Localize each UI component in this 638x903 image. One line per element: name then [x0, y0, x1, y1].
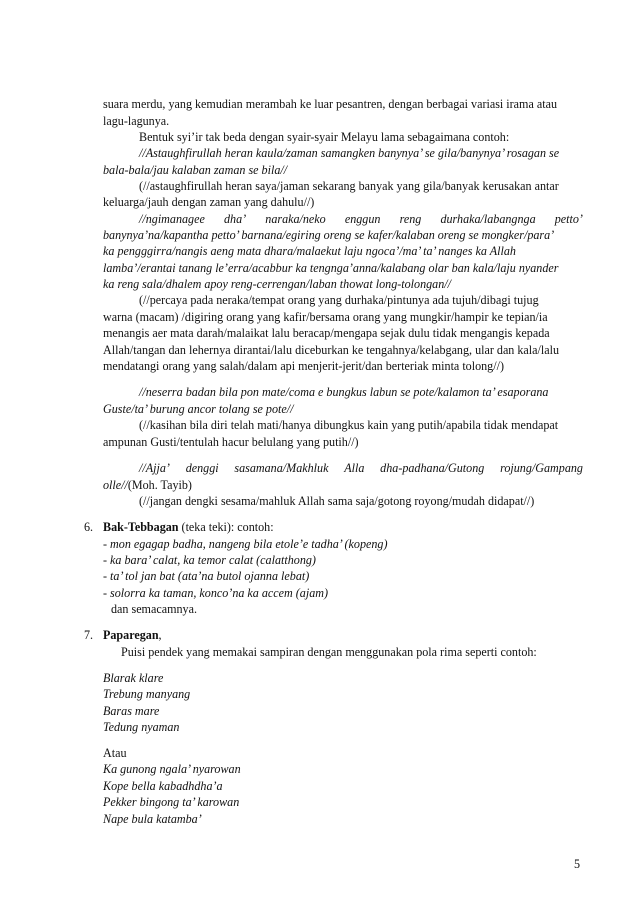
poem4-madura-first-line: //Ajja’ denggi sasamana/Makhluk Alla dha-padhana/Gutong rojung/Gampang — [139, 461, 583, 475]
section7-number: 7. — [84, 628, 94, 642]
poem2-indo-5: mendatangi orang yang salah/dalam api menjerit-jerit/dan berteriak minta tolong//) — [103, 359, 504, 373]
poem3-madura-1: //neserra badan bila pon mate/coma e bungkus labun se pote/kalamon ta’ esaporana — [139, 385, 549, 399]
section6-title: Bak-Tebbagan — [103, 520, 179, 534]
poem3-indo-2: ampunan Gusti/tentulah hacur belulang yang putih//) — [103, 435, 359, 449]
poem2-madura-2: banynya’na/kapantha petto’ barnana/egiring oreng se kafer/kalaban oreng se mongker/para’ — [103, 228, 555, 242]
poem2-indo-1: (//percaya pada neraka/tempat orang yang durhaka/pintunya ada tujuh/dibagi tujug — [139, 293, 539, 307]
section6-closing: dan semacamnya. — [111, 602, 197, 616]
example1-line: Baras mare — [103, 704, 160, 718]
example2-line: Kope bella kabadhdha’a — [103, 779, 223, 793]
section7-heading: Paparegan, — [103, 628, 162, 642]
poem3-indo-1: (//kasihan bila diri telah mati/hanya dibungkus kain yang putih/apabila tidak mendapat — [139, 418, 559, 432]
example1-line: Blarak klare — [103, 671, 164, 685]
intro-line-1: suara merdu, yang kemudian merambah ke luar pesantren, dengan berbagai variasi irama atau — [103, 97, 557, 111]
poem1-indo-1: (//astaughfirullah heran saya/jaman sekarang banyak yang gila/banyak kerusakan antar — [139, 179, 559, 193]
page-number: 5 — [574, 857, 581, 871]
poem2-madura-3: ka pengggirra/nangis aeng mata dhara/malaekut laju ngoca’/ma’ ta’ nanges ka Allah — [103, 244, 516, 258]
poem2-madura-4: lamba’/erantai tanang le’erra/acabbur ka tengnga’anna/kalabang olar ban kala/laju nyander — [103, 261, 559, 275]
example2-line: Ka gunong ngala’ nyarowan — [103, 762, 241, 776]
example2-line: Pekker bingong ta’ karowan — [103, 795, 240, 809]
section6-item: - solorra ka taman, konco’na ka accem (ajam) — [103, 586, 329, 600]
section7-title: Paparegan — [103, 628, 159, 642]
poem1-indo-2: keluarga/jauh dengan zaman yang dahulu//) — [103, 195, 315, 209]
intro-line-3: Bentuk syi’ir tak beda dengan syair-syair Melayu lama sebagaimana contoh: — [139, 130, 510, 144]
section6-heading: Bak-Tebbagan (teka teki): contoh: — [103, 520, 274, 534]
section7-description: Puisi pendek yang memakai sampiran dengan menggunakan pola rima seperti contoh: — [121, 645, 537, 659]
poem2-indo-4: Allah/tangan dan lehernya dirantai/lalu diceburkan ke tengahnya/kelabgang, ular dan kala/lalu — [103, 343, 560, 357]
poem1-madura-1: //Astaughfirullah heran kaula/zaman samangken banynya’ se gila/banynya’ rosagan se — [139, 146, 560, 160]
section6-item: - mon egagap badha, nangeng bila etole’e tadha’ (kopeng) — [103, 537, 388, 551]
poem2-madura-first-line: //ngimanagee dha’ naraka/neko enggun reng durhaka/labangnga petto’ — [139, 212, 583, 226]
poem2-madura-5: ka reng sala/dhalem apoy reng-cerrengan/laban thowat long-tolongan// — [103, 277, 451, 291]
section6-item: - ta’ tol jan bat (ata’na butol ojanna lebat) — [103, 569, 310, 583]
example1-line: Trebung manyang — [103, 687, 191, 701]
example1-line: Tedung nyaman — [103, 720, 180, 734]
section6-number: 6. — [84, 520, 94, 534]
poem1-madura-2: bala-bala/jau kalaban zaman se bila// — [103, 163, 288, 177]
atau-label: Atau — [103, 746, 127, 760]
example2-line: Nape bula katamba’ — [103, 812, 202, 826]
intro-line-2: lagu-lagunya. — [103, 114, 170, 128]
poem3-madura-2: Guste/ta’ burung ancor tolang se pote// — [103, 402, 294, 416]
section6-item: - ka bara’ calat, ka temor calat (calatthong) — [103, 553, 316, 567]
poem2-indo-2: warna (macam) /digiring orang yang kafir/bersama orang yang mungkir/hampir ke tepian/ia — [103, 310, 548, 324]
poem4-madura-2: olle//(Moh. Tayib) — [103, 478, 192, 492]
poem4-indo-1: (//jangan dengki sesama/mahluk Allah sama saja/gotong royong/mudah didapat//) — [139, 494, 535, 508]
poem2-indo-3: menangis aer mata darah/malaikat lalu beracap/mengapa sejak dulu tidak mengangis kepada — [103, 326, 550, 340]
